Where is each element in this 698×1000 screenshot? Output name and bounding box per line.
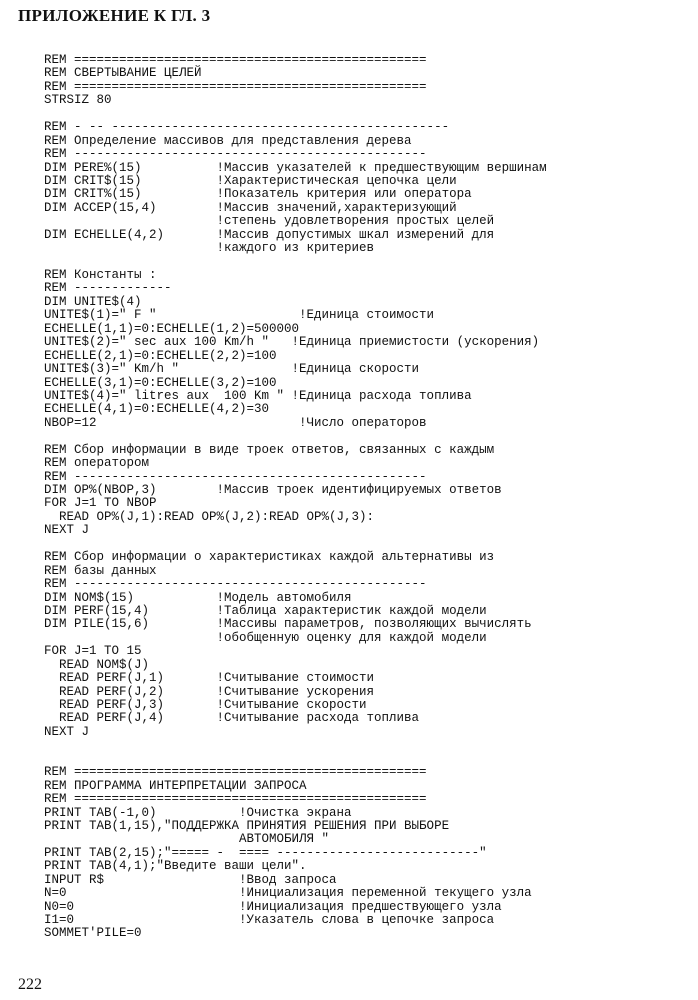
code-line: DIM CRIT$(15) !Характеристическая цепочка цели <box>44 173 457 188</box>
code-line: REM оператором <box>44 456 150 471</box>
code-line: ECHELLE(4,1)=0:ECHELLE(4,2)=30 <box>44 402 270 417</box>
code-line: DIM OP%(NBOP,3) !Массив троек идентифицируемых ответов <box>44 483 502 497</box>
code-line: READ PERF(J,1) !Считывание стоимости <box>44 671 375 686</box>
code-line: ECHELLE(2,1)=0:ECHELLE(2,2)=100 <box>44 348 277 363</box>
code-line: REM =============================================== <box>44 79 427 94</box>
code-line <box>44 430 698 443</box>
code-line: N0=0 !Инициализация предшествующего узла <box>44 899 502 914</box>
code-line: DIM PERF(15,4) !Таблица характеристик каждой модели <box>44 603 487 618</box>
code-line <box>44 108 698 121</box>
code-line: DIM UNITE$(4) <box>44 294 142 309</box>
code-listing <box>44 54 698 941</box>
code-line: REM - -- --------------------------------------------- <box>44 120 450 135</box>
code-line <box>44 753 698 766</box>
code-line: REM ----------------------------------------------- <box>44 469 427 484</box>
code-line: DIM ECHELLE(4,2) !Массив допустимых шкал измерений для <box>44 227 495 242</box>
code-line: ECHELLE(3,1)=0:ECHELLE(3,2)=100 <box>44 375 277 390</box>
code-line: READ PERF(J,3) !Считывание скорости <box>44 698 367 712</box>
code-line: INPUT R$ !Ввод запроса <box>44 872 337 887</box>
code-line: !обобщенную оценку для каждой модели <box>44 630 487 645</box>
code-line: !каждого из критериев <box>44 241 375 256</box>
page-header: ПРИЛОЖЕНИЕ К ГЛ. 3 <box>18 6 211 25</box>
code-line: NBOP=12 !Число операторов <box>44 415 427 430</box>
code-line: REM базы данных <box>44 563 157 578</box>
code-line <box>44 739 698 752</box>
code-line: REM СВЕРТЫВАНИЕ ЦЕЛЕЙ <box>44 66 202 81</box>
code-line: DIM ACCEP(15,4) !Массив значений,характеризующий <box>44 200 457 215</box>
code-line: PRINT TAB(-1,0) !Очистка экрана <box>44 805 352 820</box>
code-line: REM Константы : <box>44 268 157 282</box>
code-line: PRINT TAB(4,1);"Введите ваши цели". <box>44 859 307 874</box>
code-line: REM =============================================== <box>44 792 427 807</box>
code-line: !степень удовлетворения простых целей <box>44 214 495 229</box>
code-line: SOMMET'PILE=0 <box>44 926 142 941</box>
code-line: PRINT TAB(1,15),"ПОДДЕРЖКА ПРИНЯТИЯ РЕШЕНИЯ ПРИ ВЫБОРЕ <box>44 818 450 833</box>
code-line: NEXT J <box>44 724 90 739</box>
code-line: DIM PERE%(15) !Массив указателей к предшествующим вершинам <box>44 160 547 175</box>
page-number: 222 <box>18 976 42 993</box>
code-line: REM Сбор информации о характеристиках каждой альтернативы из <box>44 550 495 565</box>
code-line: DIM NOM$(15) !Модель автомобиля <box>44 590 352 605</box>
code-line: REM ----------------------------------------------- <box>44 147 427 162</box>
code-line: UNITE$(1)=" F " !Единица стоимости <box>44 308 435 323</box>
code-line: DIM CRIT%(15) !Показатель критерия или оператора <box>44 187 472 202</box>
code-line: UNITE$(2)=" sec aux 100 Km/h " !Единица приемистости (ускорения) <box>44 335 540 350</box>
code-line: REM =============================================== <box>44 765 427 780</box>
code-line: ECHELLE(1,1)=0:ECHELLE(1,2)=500000 <box>44 321 300 336</box>
code-line: FOR J=1 TO 15 <box>44 644 142 659</box>
code-line: REM Сбор информации в виде троек ответов, связанных с каждым <box>44 442 495 457</box>
code-line: UNITE$(3)=" Km/h " !Единица скорости <box>44 362 420 377</box>
code-line: DIM PILE(15,6) !Массивы параметров, позволяющих вычислять <box>44 617 532 632</box>
code-line <box>44 538 698 551</box>
code-line: REM Определение массивов для представления дерева <box>44 133 412 148</box>
code-line: NEXT J <box>44 523 90 538</box>
code-line: I1=0 !Указатель слова в цепочке запроса <box>44 913 495 927</box>
code-line: REM =============================================== <box>44 53 427 67</box>
code-line: АВТОМОБИЛЯ " <box>44 832 330 847</box>
code-line: REM ПРОГРАММА ИНТЕРПРЕТАЦИИ ЗАПРОСА <box>44 778 307 793</box>
code-line: N=0 !Инициализация переменной текущего узла <box>44 886 532 901</box>
code-line: READ PERF(J,2) !Считывание ускорения <box>44 684 375 699</box>
code-line: READ PERF(J,4) !Считывание расхода топлива <box>44 711 420 726</box>
code-line: FOR J=1 TO NBOP <box>44 496 157 511</box>
code-line: REM ----------------------------------------------- <box>44 577 427 592</box>
code-line: READ NOM$(J) <box>44 657 150 672</box>
code-line: UNITE$(4)=" litres aux 100 Km " !Единица расхода топлива <box>44 388 472 403</box>
code-line: READ OP%(J,1):READ OP%(J,2):READ OP%(J,3): <box>44 509 375 524</box>
code-line: REM ------------- <box>44 281 172 296</box>
code-line: PRINT TAB(2,15);"===== - ==== ---------------------------" <box>44 845 487 860</box>
code-line <box>44 256 698 269</box>
code-line: STRSIZ 80 <box>44 93 112 108</box>
